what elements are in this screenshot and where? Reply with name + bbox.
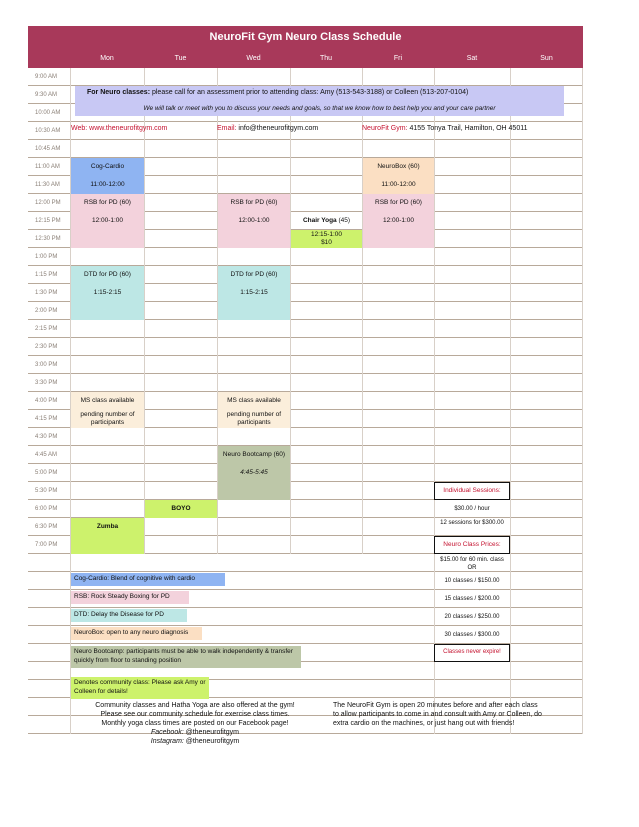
chair-yoga-class (291, 212, 362, 230)
column-line (582, 68, 583, 734)
time-label: 12:00 PM (35, 200, 61, 206)
day-header-row (28, 49, 583, 68)
time-row (28, 140, 583, 158)
instagram-label: Instagram: (150, 738, 184, 746)
community-note-line-2: Please see our community schedule for exercise class times. (100, 711, 290, 719)
time-row (28, 320, 583, 338)
time-label: 4:15 PM (35, 416, 58, 422)
facebook-label: Facebook: (150, 729, 184, 737)
schedule-sheet (28, 26, 583, 737)
time-row (28, 446, 583, 464)
ms-wed-class: MS class available (218, 392, 290, 410)
day-tue: Tue (174, 55, 187, 62)
web-link[interactable]: www.theneurofitgym.com (87, 125, 168, 132)
neuro-call-text: please call for an assessment prior to attending class: Amy (513-543-3188) or Colleen (513-207-0104) (150, 89, 469, 96)
email-link[interactable]: info@theneurofitgym.com (236, 125, 319, 132)
rsb-mon-fill (71, 230, 144, 248)
time-label: 4:30 PM (35, 434, 58, 440)
price-per-hour: $30.00 / hour (454, 506, 490, 512)
time-label: 10:00 AM (35, 110, 61, 116)
time-label: 10:30 AM (35, 128, 61, 134)
chair-yoga-time-cell (291, 230, 362, 248)
cog-cardio-class: Cog-Cardio (71, 158, 144, 176)
ms-wed-pending: pending number of participants (218, 410, 290, 428)
individual-sessions-label: Individual Sessions: (443, 487, 501, 494)
rsb-mon-class: RSB for PD (60) (71, 194, 144, 212)
never-expire-label: Classes never expire! (443, 649, 501, 655)
class-prices-label: Neuro Class Prices: (443, 541, 501, 548)
chair-yoga-time: 12:15-1:00 (310, 230, 343, 238)
time-label: 2:30 PM (35, 344, 58, 350)
community-note-line-1: Community classes and Hatha Yoga are also offered at the gym! (95, 702, 295, 709)
schedule-title: NeuroFit Gym Neuro Class Schedule (28, 26, 583, 49)
column-line (510, 68, 511, 734)
email-label: Email: (217, 125, 237, 132)
time-label: 5:30 PM (35, 488, 58, 494)
schedule-grid (28, 68, 583, 737)
day-sun: Sun (540, 55, 553, 62)
time-label: 4:00 PM (35, 398, 58, 404)
zumba-fill (71, 536, 144, 554)
web-info (71, 125, 167, 132)
instagram-link[interactable]: @theneurofitgym (183, 738, 240, 746)
time-label: 12:15 PM (35, 218, 61, 224)
time-label: 5:00 PM (35, 470, 58, 476)
time-label: 4:45 AM (35, 452, 58, 458)
dtd-wed-fill (218, 302, 290, 320)
gym-address (362, 125, 528, 132)
legend-rsb: RSB: Rock Steady Boxing for PD (71, 591, 189, 604)
time-row (28, 356, 583, 374)
legend-neurobox: NeuroBox: open to any neuro diagnosis (71, 627, 202, 640)
rsb-wed-fill (218, 230, 290, 248)
bootcamp-time: 4:45-5:45 (218, 464, 290, 482)
rsb-fri-time: 12:00-1:00 (363, 212, 434, 230)
instagram-handle (60, 737, 330, 746)
time-label: 1:30 PM (35, 290, 58, 296)
rsb-wed-time: 12:00-1:00 (218, 212, 290, 230)
legend-cog-cardio: Cog-Cardio: Blend of cognitive with cardio (71, 573, 225, 586)
rsb-fri-class: RSB for PD (60) (363, 194, 434, 212)
bootcamp-fill (218, 482, 290, 500)
gym-label: NeuroFit Gym: (362, 125, 408, 132)
ms-mon-class: MS class available (71, 392, 144, 410)
community-note (60, 701, 330, 746)
ms-mon-pending: pending number of participants (71, 410, 144, 428)
time-label: 12:30 PM (35, 236, 61, 242)
time-label: 6:30 PM (35, 524, 58, 530)
column-line (362, 68, 363, 554)
never-expire-box (434, 644, 510, 662)
neuro-call-label: For Neuro classes: (87, 89, 151, 96)
community-note-line-3: Monthly yoga class times are posted on our Facebook page! (101, 720, 289, 728)
rsb-fri-fill (363, 230, 434, 248)
legend-community: Denotes community class: Please ask Amy or Colleen for details! (71, 677, 209, 699)
column-line (144, 68, 145, 554)
time-label: 2:15 PM (35, 326, 58, 332)
day-wed: Wed (246, 55, 261, 62)
time-label: 9:30 AM (35, 92, 58, 98)
legend-bootcamp: Neuro Bootcamp: participants must be able to walk independently & transfer quickly from floor to standing position (71, 646, 301, 668)
time-label: 7:00 PM (35, 542, 58, 548)
price-thirty-classes: 30 classes / $300.00 (444, 632, 500, 638)
cog-cardio-time: 11:00-12:00 (71, 176, 144, 194)
class-prices-box (434, 536, 510, 554)
time-label: 1:00 PM (35, 254, 58, 260)
time-row (28, 338, 583, 356)
dtd-wed-class: DTD for PD (60) (218, 266, 290, 284)
time-label: 3:30 PM (35, 380, 58, 386)
price-ten-classes: 10 classes / $150.00 (444, 578, 500, 584)
zumba-class: Zumba (71, 518, 144, 536)
time-label: 10:45 AM (35, 146, 61, 152)
dtd-mon-time: 1:15-2:15 (71, 284, 144, 302)
time-label: 3:00 PM (35, 362, 58, 368)
facebook-link[interactable]: @theneurofitgym (183, 729, 240, 737)
talk-banner: We will talk or meet with you to discuss your needs and goals, so that we know how to best help you and your care partner (75, 102, 564, 116)
chair-yoga-duration: (45) (336, 217, 351, 224)
time-row (28, 248, 583, 266)
time-label: 11:00 AM (35, 164, 60, 170)
time-label: 1:15 PM (35, 272, 58, 278)
time-row (28, 428, 583, 446)
gym-address-value: 4155 Tonya Trail, Hamilton, OH 45011 (407, 125, 528, 132)
neurobox-time: 11:00-12:00 (363, 176, 434, 194)
chair-yoga-price: $10 (321, 239, 332, 246)
web-label: Web: (71, 125, 88, 132)
day-mon: Mon (100, 55, 114, 62)
column-line (290, 68, 291, 554)
dtd-wed-time: 1:15-2:15 (218, 284, 290, 302)
time-label: 9:00 AM (35, 74, 58, 80)
dtd-mon-fill (71, 302, 144, 320)
time-row (28, 374, 583, 392)
day-sat: Sat (466, 55, 478, 62)
dtd-mon-class: DTD for PD (60) (71, 266, 144, 284)
time-label: 2:00 PM (35, 308, 58, 314)
rsb-wed-class: RSB for PD (60) (218, 194, 290, 212)
price-twelve-sessions: 12 sessions for $300.00 (440, 520, 504, 526)
time-label: 11:30 AM (35, 182, 60, 188)
open-hours-note: The NeuroFit Gym is open 20 minutes before and after each class to allow participants to come in and consult with Amy or Colleen, do extra cardio on the machines, or just hang out with friends! (333, 702, 542, 728)
legend-dtd: DTD: Delay the Disease for PD (71, 609, 187, 622)
price-twenty-classes: 20 classes / $250.00 (444, 614, 500, 620)
time-label: 6:00 PM (35, 506, 58, 512)
day-thu: Thu (319, 55, 333, 62)
boyo-class: BOYO (145, 500, 217, 518)
rsb-mon-time: 12:00-1:00 (71, 212, 144, 230)
time-row (28, 68, 583, 86)
price-single-class: $15.00 for 60 min. class OR (440, 557, 504, 571)
price-fifteen-classes: 15 classes / $200.00 (444, 596, 500, 602)
day-fri: Fri (393, 55, 403, 62)
chair-yoga-name: Chair Yoga (302, 217, 337, 224)
facebook-handle (60, 728, 330, 737)
individual-sessions-box (434, 482, 510, 500)
neuro-call-banner (75, 86, 564, 102)
email-info (217, 125, 318, 132)
bootcamp-class: Neuro Bootcamp (60) (218, 446, 290, 464)
neurobox-class: NeuroBox (60) (363, 158, 434, 176)
time-row (28, 464, 583, 482)
